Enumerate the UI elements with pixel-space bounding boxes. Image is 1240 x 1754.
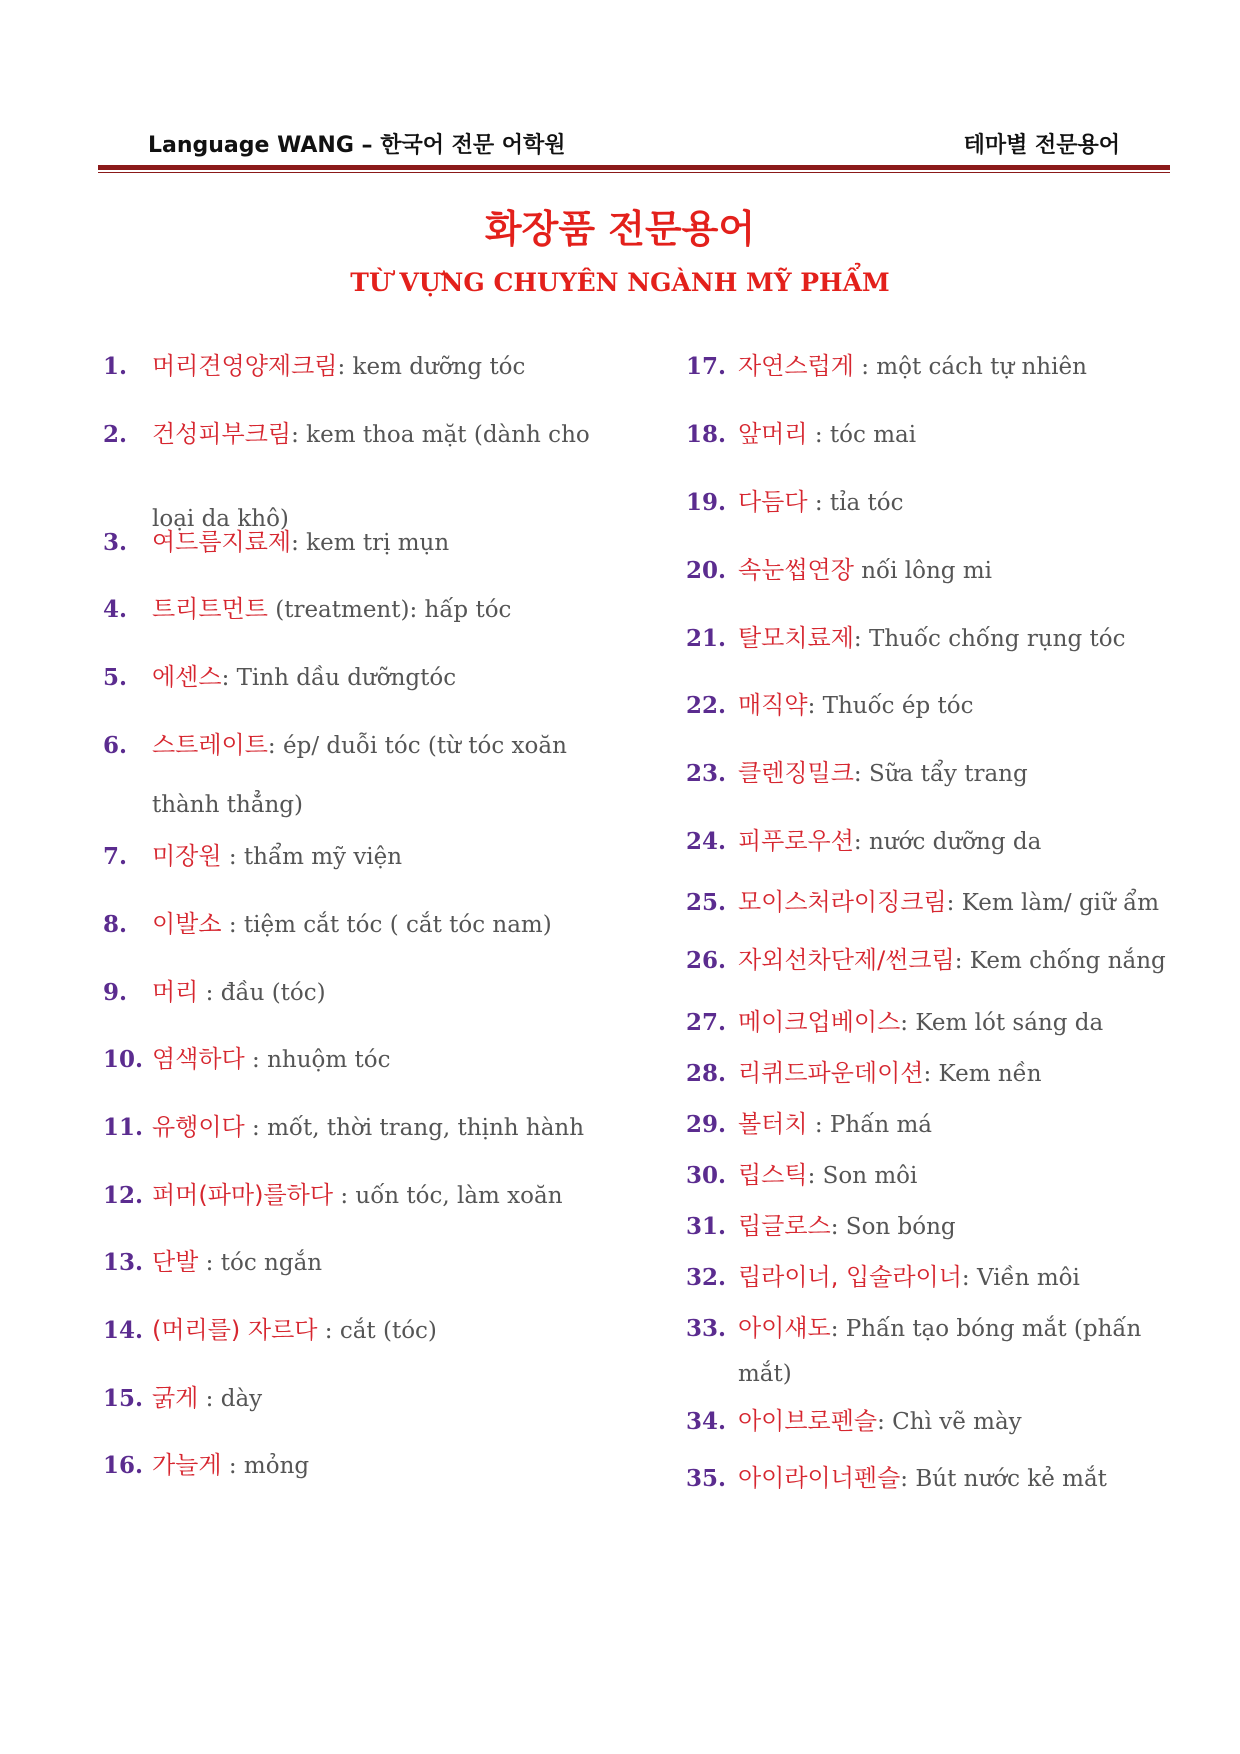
item-number: 10.	[103, 1046, 144, 1073]
item-text	[738, 1147, 917, 1205]
korean-term: 단발	[152, 1248, 199, 1276]
korean-term: 염색하다	[152, 1045, 245, 1073]
korean-term: 스트레이트	[152, 731, 268, 759]
korean-term: 미장원	[152, 842, 222, 870]
title-korean: 화장품 전문용어	[484, 207, 756, 251]
vietnamese-meaning: : Kem nền	[923, 1061, 1042, 1087]
item-number: 27.	[686, 1009, 727, 1036]
korean-term: 립스틱	[738, 1161, 808, 1189]
item-text	[738, 1198, 956, 1256]
korean-term: 탈모치료제	[738, 624, 854, 652]
vietnamese-meaning: (treatment): hấp tóc	[267, 597, 512, 623]
vietnamese-meaning: : kem dưỡng tóc	[337, 354, 526, 380]
korean-term: 퍼머(파마)를하다	[152, 1181, 334, 1209]
vocab-item	[686, 1450, 1166, 1507]
vocab-item	[686, 1300, 1166, 1357]
item-number: 34.	[686, 1408, 727, 1435]
vietnamese-meaning: : nhuộm tóc	[244, 1047, 391, 1073]
korean-term: 자연스럽게	[738, 352, 854, 380]
item-text	[152, 1370, 262, 1428]
vocab-item	[686, 1249, 1166, 1306]
vocab-item	[686, 1096, 1166, 1153]
korean-term: 볼터치	[738, 1110, 808, 1138]
vocab-item	[103, 828, 623, 885]
korean-term: 아이섀도	[738, 1314, 831, 1342]
vietnamese-meaning: : ép/ duỗi tóc (từ tóc xoăn	[267, 733, 567, 759]
item-text	[738, 542, 992, 600]
item-number: 32.	[686, 1264, 727, 1291]
item-number: 35.	[686, 1465, 727, 1492]
page-header	[98, 128, 1168, 158]
item-number: 24.	[686, 828, 727, 855]
korean-term: 가늘게	[152, 1451, 222, 1479]
item-number: 12.	[103, 1182, 144, 1209]
header-section-name: 테마별 전문용어	[963, 133, 1120, 158]
item-number: 3.	[103, 529, 128, 556]
item-number: 33.	[686, 1315, 727, 1342]
vietnamese-meaning: : Thuốc ép tóc	[807, 693, 974, 719]
vietnamese-meaning: : thẩm mỹ viện	[221, 844, 403, 870]
item-text	[738, 338, 1087, 396]
item-number: 29.	[686, 1111, 727, 1138]
vocab-item	[103, 1302, 623, 1359]
header-divider-thin	[98, 172, 1170, 173]
vietnamese-meaning-continued: thành thẳng)	[152, 792, 303, 818]
korean-term: (머리를) 자르다	[152, 1316, 318, 1344]
item-number: 9.	[103, 979, 128, 1006]
item-number: 23.	[686, 760, 727, 787]
item-text	[738, 1450, 1107, 1508]
item-text	[738, 1393, 1022, 1451]
vietnamese-meaning: : Son bóng	[830, 1214, 956, 1240]
vocab-item	[103, 717, 623, 774]
header-divider	[98, 165, 1170, 170]
vietnamese-meaning: : mỏng	[221, 1453, 310, 1479]
item-text	[738, 745, 1028, 803]
vocab-item	[686, 994, 1166, 1051]
vietnamese-meaning: nối lông mi	[853, 558, 993, 584]
item-text	[152, 1031, 391, 1089]
item-number: 15.	[103, 1385, 144, 1412]
item-number: 1.	[103, 353, 128, 380]
korean-term: 립글로스	[738, 1212, 831, 1240]
vietnamese-meaning-continued: loại da khô)	[152, 506, 289, 532]
korean-term: 메이크업베이스	[738, 1008, 901, 1036]
item-number: 16.	[103, 1452, 144, 1479]
vietnamese-meaning: : Phấn má	[807, 1112, 932, 1138]
vietnamese-meaning: : Thuốc chống rụng tóc	[853, 626, 1126, 652]
vocab-item	[686, 745, 1166, 802]
item-text	[738, 813, 1041, 871]
vocab-item	[686, 1198, 1166, 1255]
item-text	[738, 994, 1103, 1052]
item-number: 18.	[686, 421, 727, 448]
korean-term: 매직약	[738, 691, 808, 719]
item-text	[152, 1302, 437, 1360]
item-text	[738, 677, 973, 735]
vocab-item	[686, 1147, 1166, 1204]
vietnamese-meaning: : tóc ngắn	[198, 1250, 323, 1276]
item-text	[152, 717, 567, 775]
item-text	[738, 1096, 932, 1154]
vietnamese-meaning: : Chì vẽ mày	[877, 1409, 1022, 1435]
item-number: 6.	[103, 732, 128, 759]
vietnamese-meaning: : Kem làm/ giữ ẩm	[946, 890, 1160, 916]
korean-term: 자외선차단제/썬크림	[738, 946, 955, 974]
item-text	[152, 338, 525, 396]
vietnamese-meaning: : Kem chống nắng	[954, 948, 1166, 974]
item-text	[738, 1300, 1141, 1358]
vietnamese-meaning: : cắt (tóc)	[317, 1318, 437, 1344]
korean-term: 아이브로펜슬	[738, 1407, 878, 1435]
item-number: 28.	[686, 1060, 727, 1087]
item-number: 19.	[686, 489, 727, 516]
vietnamese-meaning-continued: mắt)	[738, 1361, 792, 1387]
item-text	[152, 828, 402, 886]
vocab-item	[103, 1234, 623, 1291]
vocab-item	[686, 932, 1166, 989]
korean-term: 머리견영양제크림	[152, 352, 338, 380]
item-number: 7.	[103, 843, 128, 870]
korean-term: 에센스	[152, 663, 222, 691]
item-number: 22.	[686, 692, 727, 719]
vocab-item	[103, 1031, 623, 1088]
item-text	[152, 1167, 563, 1225]
item-number: 26.	[686, 947, 727, 974]
item-number: 8.	[103, 911, 128, 938]
korean-term: 앞머리	[738, 420, 808, 448]
vocab-item	[103, 1167, 623, 1224]
vietnamese-meaning: : uốn tóc, làm xoăn	[333, 1183, 563, 1209]
vietnamese-meaning: : Bút nước kẻ mắt	[900, 1466, 1107, 1492]
korean-term: 이발소	[152, 910, 222, 938]
vocab-item	[103, 1370, 623, 1427]
vietnamese-meaning: : Viền môi	[961, 1265, 1080, 1291]
item-text	[738, 874, 1159, 932]
korean-term: 트리트먼트	[152, 595, 268, 623]
vocab-item	[686, 1045, 1166, 1102]
vietnamese-meaning: : Kem lót sáng da	[900, 1010, 1104, 1036]
vocab-item	[686, 677, 1166, 734]
item-text	[152, 514, 449, 572]
vocab-item	[686, 874, 1166, 931]
vietnamese-meaning: : tỉa tóc	[807, 490, 904, 516]
vocab-item	[686, 1393, 1166, 1450]
item-number: 5.	[103, 664, 128, 691]
korean-term: 아이라이너펜슬	[738, 1464, 901, 1492]
item-number: 4.	[103, 596, 128, 623]
korean-term: 굵게	[152, 1384, 199, 1412]
item-number: 17.	[686, 353, 727, 380]
vietnamese-meaning: : đầu (tóc)	[198, 980, 326, 1006]
vietnamese-meaning: : một cách tự nhiên	[853, 354, 1087, 380]
title-vietnamese: TỪ VỰNG CHUYÊN NGÀNH MỸ PHẨM	[350, 268, 890, 297]
korean-term: 속눈썹연장	[738, 556, 854, 584]
vocab-item	[103, 338, 623, 395]
item-text	[152, 964, 326, 1022]
korean-term: 머리	[152, 978, 199, 1006]
item-number: 20.	[686, 557, 727, 584]
item-text	[738, 406, 916, 464]
vocab-item	[103, 406, 623, 463]
item-number: 25.	[686, 889, 727, 916]
vietnamese-meaning: : kem trị mụn	[291, 530, 450, 556]
item-number: 21.	[686, 625, 727, 652]
vocab-item	[686, 474, 1166, 531]
vietnamese-meaning: : Son môi	[807, 1163, 918, 1189]
vietnamese-meaning: : Sữa tẩy trang	[853, 761, 1028, 787]
item-number: 14.	[103, 1317, 144, 1344]
vietnamese-meaning: : tóc mai	[807, 422, 917, 448]
item-text	[152, 1234, 322, 1292]
item-text	[152, 649, 456, 707]
korean-term: 립라이너, 입술라이너	[738, 1263, 962, 1291]
item-number: 13.	[103, 1249, 144, 1276]
vocab-item	[686, 338, 1166, 395]
item-text	[152, 896, 552, 954]
vocab-item	[103, 649, 623, 706]
korean-term: 리퀴드파운데이션	[738, 1059, 924, 1087]
item-text	[738, 610, 1125, 668]
vietnamese-meaning: : dày	[198, 1386, 263, 1412]
vocab-item	[686, 542, 1166, 599]
item-text	[738, 474, 904, 532]
item-number: 2.	[103, 421, 128, 448]
korean-term: 피푸로우션	[738, 827, 854, 855]
vocab-item	[103, 1437, 623, 1494]
vocab-item	[686, 610, 1166, 667]
vocab-item	[103, 514, 623, 571]
vocab-item	[686, 406, 1166, 463]
item-text	[152, 1437, 309, 1495]
vocab-item	[103, 964, 623, 1021]
item-text	[738, 932, 1166, 990]
vocab-item	[686, 813, 1166, 870]
vietnamese-meaning: : Tinh dầu dưỡngtóc	[221, 665, 457, 691]
item-number: 11.	[103, 1114, 144, 1141]
item-text	[738, 1249, 1080, 1307]
item-text	[152, 1099, 584, 1157]
vocab-item	[103, 581, 623, 638]
vietnamese-meaning: : kem thoa mặt (dành cho	[291, 422, 590, 448]
vocab-item	[103, 896, 623, 953]
korean-term: 클렌징밀크	[738, 759, 854, 787]
item-text	[152, 406, 590, 464]
korean-term: 여드름지료제	[152, 528, 292, 556]
item-number: 30.	[686, 1162, 727, 1189]
vietnamese-meaning: : tiệm cắt tóc ( cắt tóc nam)	[221, 912, 552, 938]
vietnamese-meaning: : nước dưỡng da	[853, 829, 1042, 855]
korean-term: 건성피부크림	[152, 420, 292, 448]
header-school-name: Language WANG – 한국어 전문 어학원	[148, 133, 566, 158]
item-text	[152, 581, 511, 639]
korean-term: 모이스처라이징크림	[738, 888, 947, 916]
vocab-item	[103, 1099, 623, 1156]
korean-term: 유행이다	[152, 1113, 245, 1141]
vietnamese-meaning: : Phấn tạo bóng mắt (phấn	[830, 1316, 1142, 1342]
vietnamese-meaning: : mốt, thời trang, thịnh hành	[244, 1115, 585, 1141]
item-text	[738, 1045, 1042, 1103]
item-number: 31.	[686, 1213, 727, 1240]
korean-term: 다듬다	[738, 488, 808, 516]
